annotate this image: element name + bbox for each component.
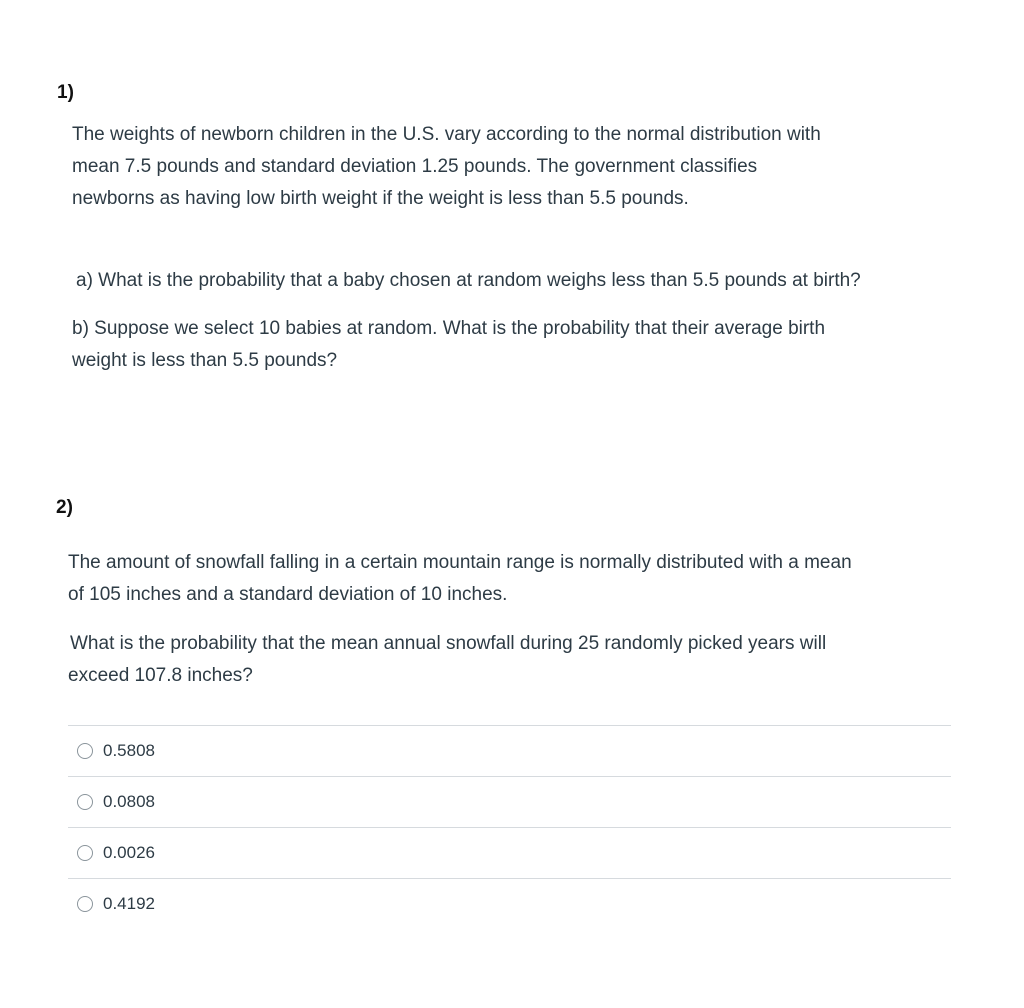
question-2-stem-line: of 105 inches and a standard deviation of 10 inches. <box>68 584 508 605</box>
radio-button-icon[interactable] <box>77 896 93 912</box>
question-1-stem <box>72 119 821 215</box>
question-2-prompt-line: exceed 107.8 inches? <box>68 665 253 686</box>
answer-option[interactable] <box>68 776 951 827</box>
radio-button-icon[interactable] <box>77 845 93 861</box>
question-1-stem-line: mean 7.5 pounds and standard deviation 1.25 pounds. The government classifies <box>72 156 758 177</box>
answer-list <box>68 725 951 929</box>
question-1-part-b <box>72 313 825 377</box>
question-2-stem-line: The amount of snowfall falling in a certain mountain range is normally distributed with a mean <box>68 552 852 573</box>
radio-button-icon[interactable] <box>77 794 93 810</box>
question-1-stem-line: The weights of newborn children in the U.S. vary according to the normal distribution with <box>72 124 821 145</box>
question-1-number: 1) <box>57 82 74 103</box>
question-1-part-a: a) What is the probability that a baby chosen at random weighs less than 5.5 pounds at birth? <box>76 270 861 291</box>
answer-label[interactable]: 0.0026 <box>103 843 155 862</box>
question-2-prompt <box>70 628 826 692</box>
question-1-part-b-line: b) Suppose we select 10 babies at random. What is the probability that their average birth <box>72 318 826 339</box>
answer-label[interactable]: 0.0808 <box>103 792 155 811</box>
question-2-number: 2) <box>56 497 73 518</box>
radio-button-icon[interactable] <box>77 743 93 759</box>
question-2-stem <box>68 547 852 611</box>
question-1-stem-line: newborns as having low birth weight if the weight is less than 5.5 pounds. <box>72 188 689 209</box>
answer-label[interactable]: 0.4192 <box>103 894 155 913</box>
question-2-prompt-line: What is the probability that the mean annual snowfall during 25 randomly picked years will <box>70 633 827 654</box>
answer-option[interactable] <box>68 878 951 929</box>
question-1-part-b-line: weight is less than 5.5 pounds? <box>72 350 338 371</box>
answer-option[interactable] <box>68 725 951 776</box>
answer-option[interactable] <box>68 827 951 878</box>
answer-label[interactable]: 0.5808 <box>103 741 155 760</box>
